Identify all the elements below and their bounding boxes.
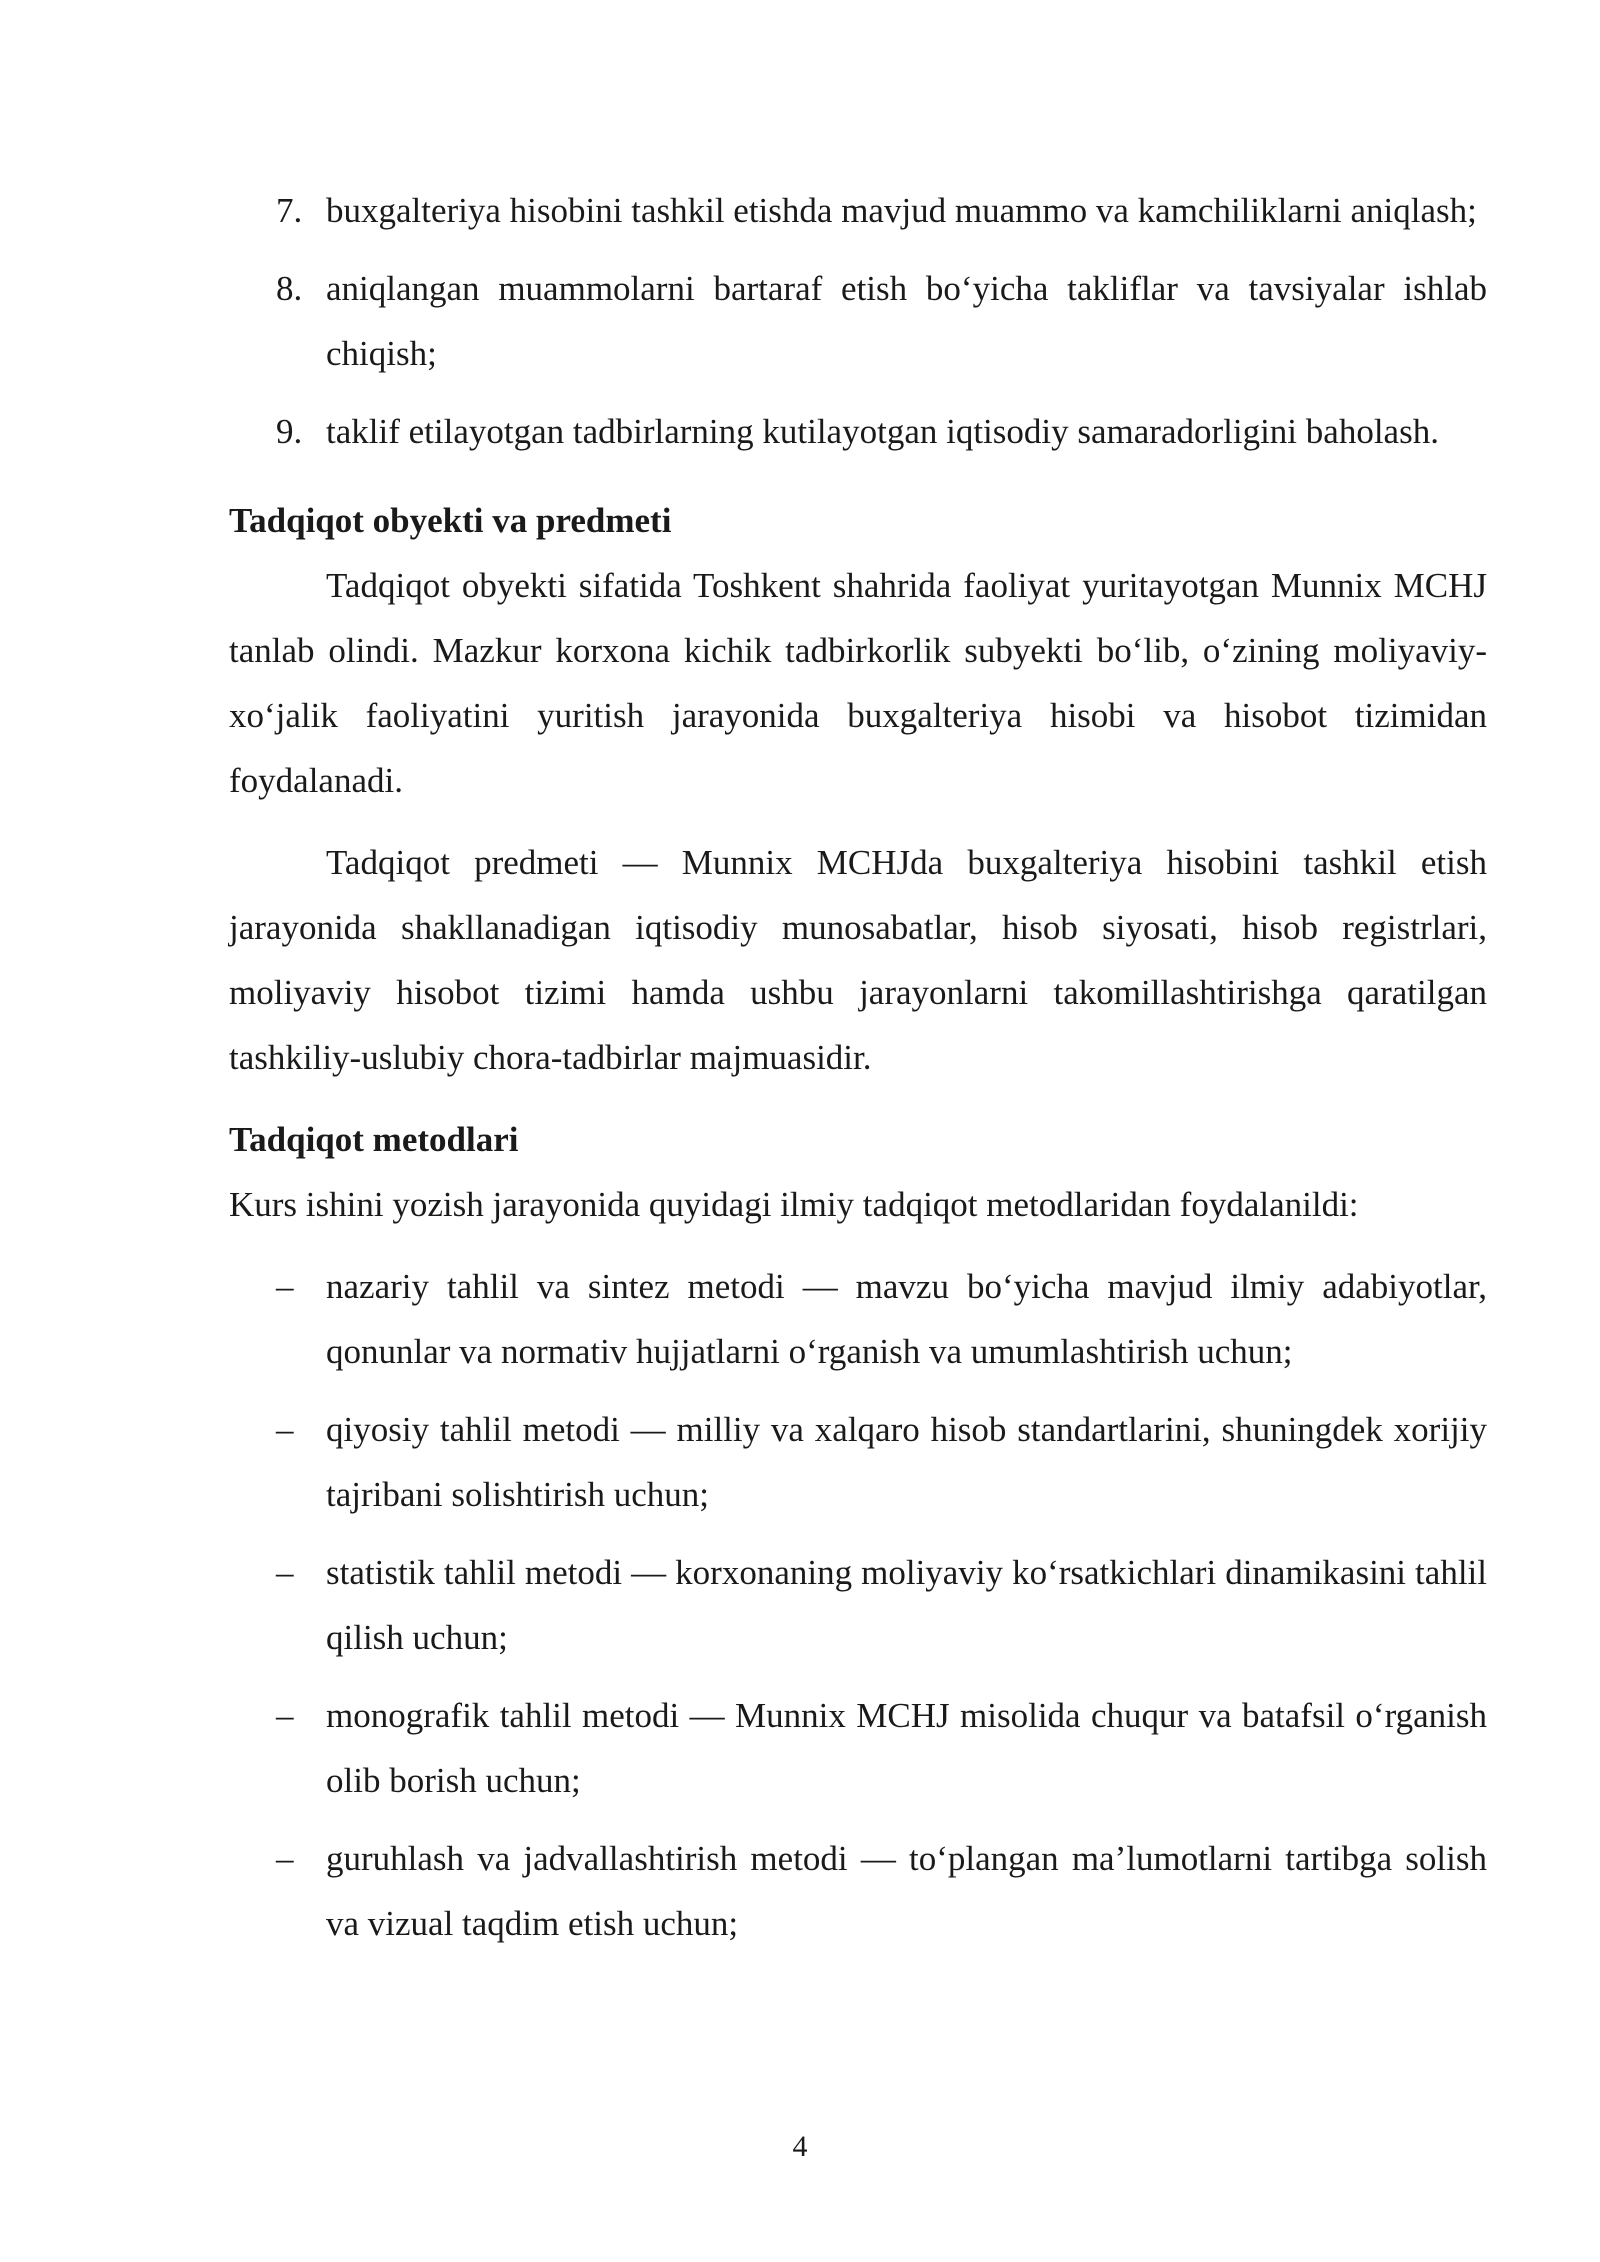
list-dash: –	[276, 1553, 294, 1592]
list-number: 9.	[276, 412, 303, 451]
numbered-list-item	[229, 399, 1487, 464]
method-list-item	[229, 1254, 1487, 1384]
numbered-list-item	[229, 178, 1487, 243]
document-body	[229, 178, 1487, 1969]
method-list-item	[229, 1683, 1487, 1813]
list-number: 7.	[276, 191, 303, 230]
list-dash: –	[276, 1267, 294, 1306]
list-item-text: guruhlash va jadvallashtirish metodi — to‘plangan ma’lumotlarni tartibga solish va vizual taqdim etish uchun;	[326, 1839, 1487, 1943]
method-list-item	[229, 1397, 1487, 1527]
list-item-text: buxgalteriya hisobini tashkil etishda mavjud muammo va kamchiliklarni aniqlash;	[326, 191, 1477, 230]
list-item-text: taklif etilayotgan tadbirlarning kutilayotgan iqtisodiy samaradorligini baholash.	[326, 412, 1439, 451]
paragraph-research-subject: Tadqiqot predmeti — Munnix MCHJda buxgalteriya hisobini tashkil etish jarayonida shakllanadigan iqtisodiy munosabatlar, hisob siyosati, hisob registrlari, moliyaviy hisobot tizimi hamda ushbu jarayonlarni takomillashtirishga qaratilgan tashkiliy-uslubiy chora-tadbirlar majmuasidir.	[229, 843, 1487, 1077]
list-item-text: monografik tahlil metodi — Munnix MCHJ misolida chuqur va batafsil o‘rganish olib borish uchun;	[326, 1696, 1487, 1800]
method-list-item	[229, 1826, 1487, 1956]
list-dash: –	[276, 1696, 294, 1735]
page-number: 4	[792, 2130, 808, 2163]
method-list-item	[229, 1540, 1487, 1670]
list-item-text: qiyosiy tahlil metodi — milliy va xalqaro hisob standartlarini, shuningdek xorijiy tajribani solishtirish uchun;	[326, 1410, 1487, 1514]
section-heading-object-subject: Tadqiqot obyekti va predmeti	[229, 501, 672, 540]
list-dash: –	[276, 1839, 294, 1878]
paragraph-methods-intro: Kurs ishini yozish jarayonida quyidagi ilmiy tadqiqot metodlaridan foydalanildi:	[229, 1185, 1359, 1224]
numbered-list-item	[229, 256, 1487, 386]
list-dash: –	[276, 1410, 294, 1449]
list-number: 8.	[276, 269, 303, 308]
section-heading-methods: Tadqiqot metodlari	[229, 1120, 519, 1159]
list-item-text: aniqlangan muammolarni bartaraf etish bo‘yicha takliflar va tavsiyalar ishlab chiqish;	[326, 269, 1487, 373]
list-item-text: nazariy tahlil va sintez metodi — mavzu bo‘yicha mavjud ilmiy adabiyotlar, qonunlar va normativ hujjatlarni o‘rganish va umumlashtirish uchun;	[326, 1267, 1487, 1371]
paragraph-research-object: Tadqiqot obyekti sifatida Toshkent shahrida faoliyat yuritayotgan Munnix MCHJ tanlab olindi. Mazkur korxona kichik tadbirkorlik subyekti bo‘lib, o‘zining moliyaviy-xo‘jalik faoliyatini yuritish jarayonida buxgalteriya hisobi va hisobot tizimidan foydalanadi.	[229, 566, 1487, 800]
list-item-text: statistik tahlil metodi — korxonaning moliyaviy ko‘rsatkichlari dinamikasini tahlil qilish uchun;	[326, 1553, 1487, 1657]
